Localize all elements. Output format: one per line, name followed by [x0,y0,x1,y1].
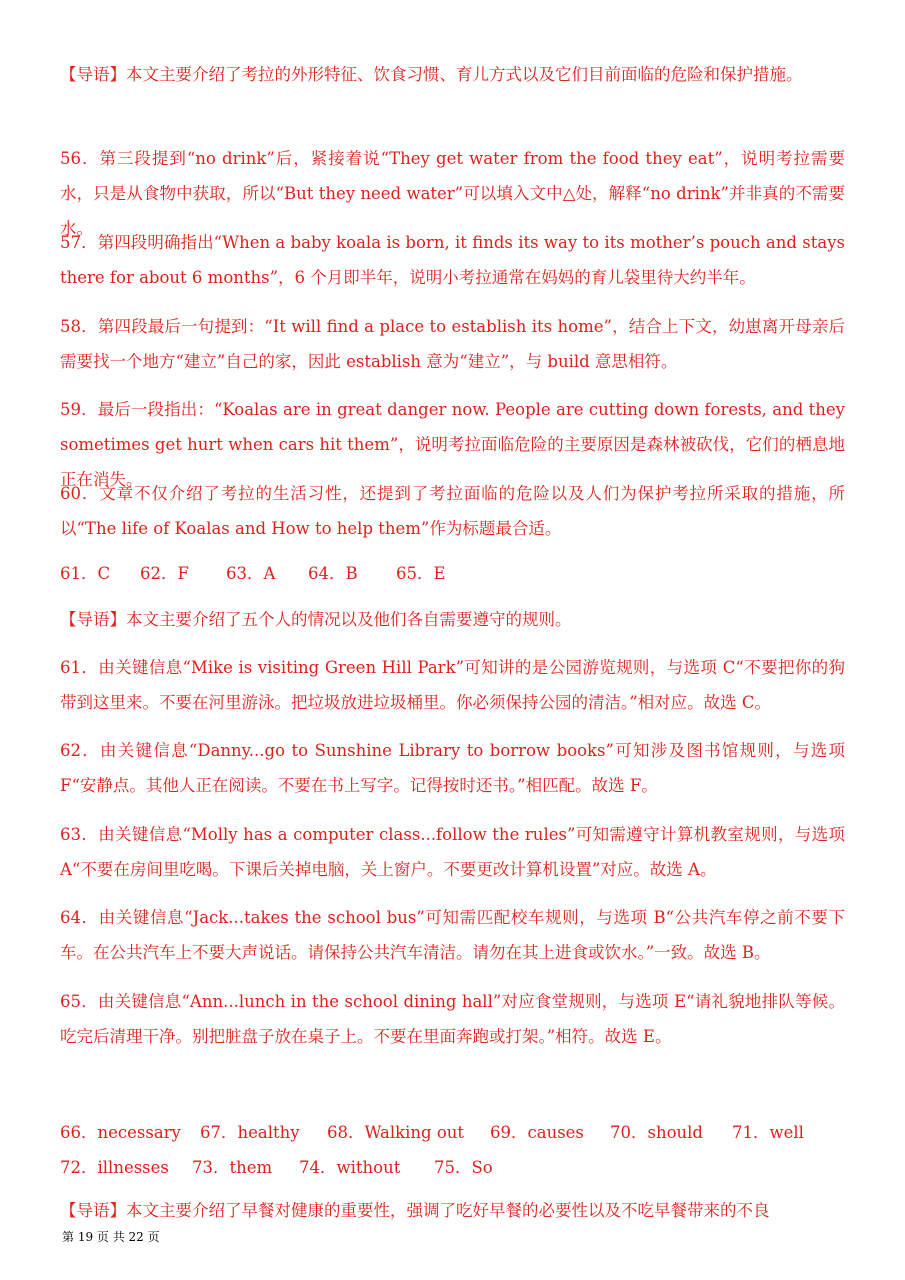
explanation-61: 61．由关键信息“Mike is visiting Green Hill Park”可知讲的是公园游览规则，与选项 C“不要把你的狗带到这里来。不要在河里游泳。把垃圾放进垃圾桶里。你必须保持公园的清洁。”相对应。故选 C。 [60,658,845,712]
answer-75: 75．So [434,1158,493,1177]
answer-73: 73．them [192,1158,273,1177]
answer-72: 72．illnesses [60,1158,169,1177]
answer-61: 61．C [60,564,111,583]
answer-row-66-71 [60,1121,804,1145]
intro-paragraph-koala: 【导语】本文主要介绍了考拉的外形特征、饮食习惯、育儿方式以及它们目前面临的危险和保护措施。 [60,65,803,84]
explanation-59: 59．最后一段指出：“Koalas are in great danger now. People are cutting down forests, and they sometimes get hurt when cars hit them”，说明考拉面临危险的主要原因是森林被砍伐，它们的栖息地正在消失。 [60,400,845,489]
explanation-56: 56．第三段提到“no drink”后，紧接着说“They get water from the food they eat”，说明考拉需要水，只是从食物中获取，所以“But they need water”可以填入文中△处，解释“no drink”并非真的不需要水。 [60,149,845,238]
answer-66: 66．necessary [60,1123,181,1142]
explanation-62: 62．由关键信息“Danny...go to Sunshine Library to borrow books”可知涉及图书馆规则，与选项 F“安静点。其他人正在阅读。不要在书上写字。记得按时还书。”相匹配。故选 F。 [60,741,845,795]
answer-row-72-75 [60,1156,493,1180]
answer-65: 65．E [396,564,446,583]
answer-71: 71．well [732,1123,804,1142]
answer-63: 63．A [226,564,276,583]
explanation-64: 64．由关键信息“Jack...takes the school bus”可知需匹配校车规则，与选项 B“公共汽车停之前不要下车。在公共汽车上不要大声说话。请保持公共汽车清洁。请勿在其上进食或饮水。”一致。故选 B。 [60,908,845,962]
answer-70: 70．should [610,1123,703,1142]
intro-paragraph-breakfast: 【导语】本文主要介绍了早餐对健康的重要性，强调了吃好早餐的必要性以及不吃早餐带来的不良 [60,1201,770,1220]
answer-62: 62．F [140,564,189,583]
explanation-65: 65．由关键信息“Ann...lunch in the school dining hall”对应食堂规则，与选项 E“请礼貌地排队等候。吃完后清理干净。别把脏盘子放在桌子上。不要在里面奔跑或打架。”相符。故选 E。 [60,992,845,1046]
answer-64: 64．B [308,564,358,583]
answer-row-61-65 [60,562,446,586]
page-footer: 第 19 页 共 22 页 [62,1230,160,1244]
explanation-58: 58．第四段最后一句提到：“It will find a place to establish its home”，结合上下文，幼崽离开母亲后需要找一个地方“建立”自己的家，因此 establish 意为“建立”，与 build 意思相符。 [60,317,845,371]
answer-69: 69．causes [490,1123,584,1142]
answer-67: 67．healthy [200,1123,300,1142]
explanation-60: 60．文章不仅介绍了考拉的生活习性，还提到了考拉面临的危险以及人们为保护考拉所采取的措施，所以“The life of Koalas and How to help them”作为标题最合适。 [60,484,845,538]
intro-paragraph-rules: 【导语】本文主要介绍了五个人的情况以及他们各自需要遵守的规则。 [60,610,572,629]
answer-74: 74．without [299,1158,401,1177]
answer-68: 68．Walking out [327,1123,465,1142]
explanation-63: 63．由关键信息“Molly has a computer class...follow the rules”可知需遵守计算机教室规则，与选项 A“不要在房间里吃喝。下课后关掉电脑，关上窗户。不要更改计算机设置”对应。故选 A。 [60,825,845,879]
explanation-57: 57．第四段明确指出“When a baby koala is born, it finds its way to its mother’s pouch and stays there for about 6 months”，6 个月即半年，说明小考拉通常在妈妈的育儿袋里待大约半年。 [60,233,845,287]
